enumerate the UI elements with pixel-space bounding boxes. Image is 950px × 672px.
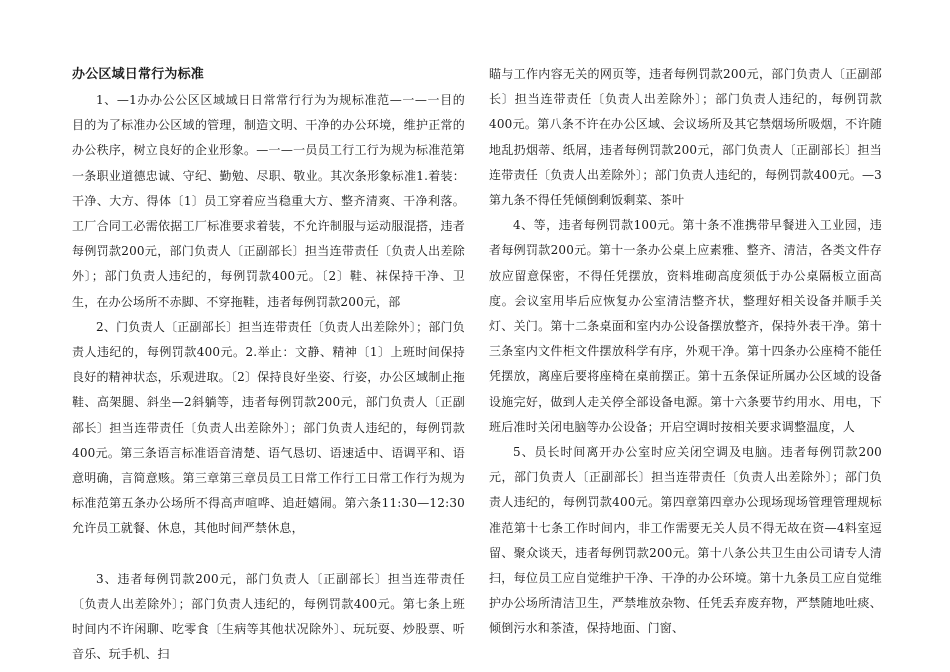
document-title: 办公区域日常行为标准 — [72, 67, 205, 82]
paragraph-2: 2、门负责人〔正副部长〕担当连带责任〔负责人出差除外〕；部门负责人违纪的，每例罚款400元。2.举止：文静、精神〔1〕上班时间保持良好的精神状态，乐观进取。〔2〕保持良好坐姿、行姿，办公区域制止拖鞋、高架腿、斜坐—2斜躺等，违者每例罚款200元，部门负责人〔正副部长〕担当连带责任〔负责人出差除外〕；部门负责人违纪的，每例罚款400元。第三条语言标准语音清楚、语气恳切、语速适中、语调平和、语意明确，言简意赅。第三章第三章员员工日常工作行工日常工作行为规为标准范第五条办公场所不得高声喧哗、追赶嬉闹。第六条11:30—12:30允许员工就餐、休息，其他时间严禁休息， — [72, 319, 465, 536]
paragraph-3: 3、违者每例罚款200元，部门负责人〔正副部长〕担当连带责任〔负责人出差除外〕；部门负责人违纪的，每例罚款400元。第七条上班时间内不许闲聊、吃零食〔生病等其他状况除外〕、玩玩耍、炒股票、听音乐、玩手机、扫 — [72, 571, 465, 662]
paragraph-5: 5、员长时间离开办公室时应关闭空调及电脑。违者每例罚款200元，部门负责人〔正副部长〕担当连带责任〔负责人出差除外〕；部门负责人违纪的，每例罚款400元。第四章第四章办公现场现场管理管理规标准范第十七条工作时间内，非工作需要无关人员不得无故在资—4料室逗留、聚众谈天，违者每例罚款200元。第十八条公共卫生由公司请专人清扫，每位员工应自觉维护干净、干净的办公环境。第十九条员工应自觉维护办公场所清洁卫生，严禁堆放杂物、任凭丢弃废弃物，严禁随地吐痰、倾倒污水和茶渣，保持地面、门窗、 — [489, 445, 882, 636]
left-column — [72, 62, 465, 667]
right-column — [489, 62, 882, 642]
paragraph-spacer — [72, 542, 465, 567]
paragraph-1: 1、—1办办公公区区域域日日常常行行为为规标准范—一—一目的目的为了标准办公区域的管理，制造文明、干净的办公环境，维护正常的办公秩序，树立良好的企业形象。—一—一员员工行工行为规为标准范第一条职业道德忠诚、守纪、勤勉、尽职、敬业。其次条形象标准1.着装：干净、大方、得体〔1〕员工穿着应当稳重大方、整齐清爽、干净利落。工厂合同工必需依据工厂标准要求着装，不允许制服与运动服混搭，违者每例罚款200元，部门负责人〔正副部长〕担当连带责任〔负责人出差除外〕；部门负责人违纪的，每例罚款400元。〔2〕鞋、袜保持干净、卫生，在办公场所不赤脚、不穿拖鞋，违者每例罚款200元，部 — [72, 93, 465, 309]
paragraph-3-continued: 瞄与工作内容无关的网页等，违者每例罚款200元，部门负责人〔正副部长〕担当连带责任〔负责人出差除外〕；部门负责人违纪的，每例罚款400元。第八条不许在办公区域、会议场所及其它禁烟场所吸烟，不许随地乱扔烟蒂、纸屑，违者每例罚款200元，部门负责人〔正副部长〕担当连带责任〔负责人出差除外〕；部门负责人违纪的，每例罚款400元。—3第九条不得任凭倾倒剩饭剩菜、茶叶 — [489, 67, 882, 208]
paragraph-4: 4、等，违者每例罚款100元。第十条不准携带早餐进入工业园，违者每例罚款200元。第十一条办公桌上应素雅、整齐、清洁，各类文件存放应留意保密，不得任凭摆放，资料堆砌高度须低于办公桌隔板立面高度。会议室用毕后应恢复办公室清洁整齐状，整理好相关设备并顺手关灯、关门。第十二条桌面和室内办公设备摆放整齐，保持外表干净。第十三条室内文件柜文件摆放科学有序，外观干净。第十四条办公座椅不能任凭摆放，离座后要将座椅在桌前摆正。第十五条保证所属办公区域的设备设施完好，做到人走关停全部设备电源。第十六条要节约用水、用电，下班后准时关闭电脑等办公设备；开启空调时按相关要求调整温度，人 — [489, 218, 882, 434]
